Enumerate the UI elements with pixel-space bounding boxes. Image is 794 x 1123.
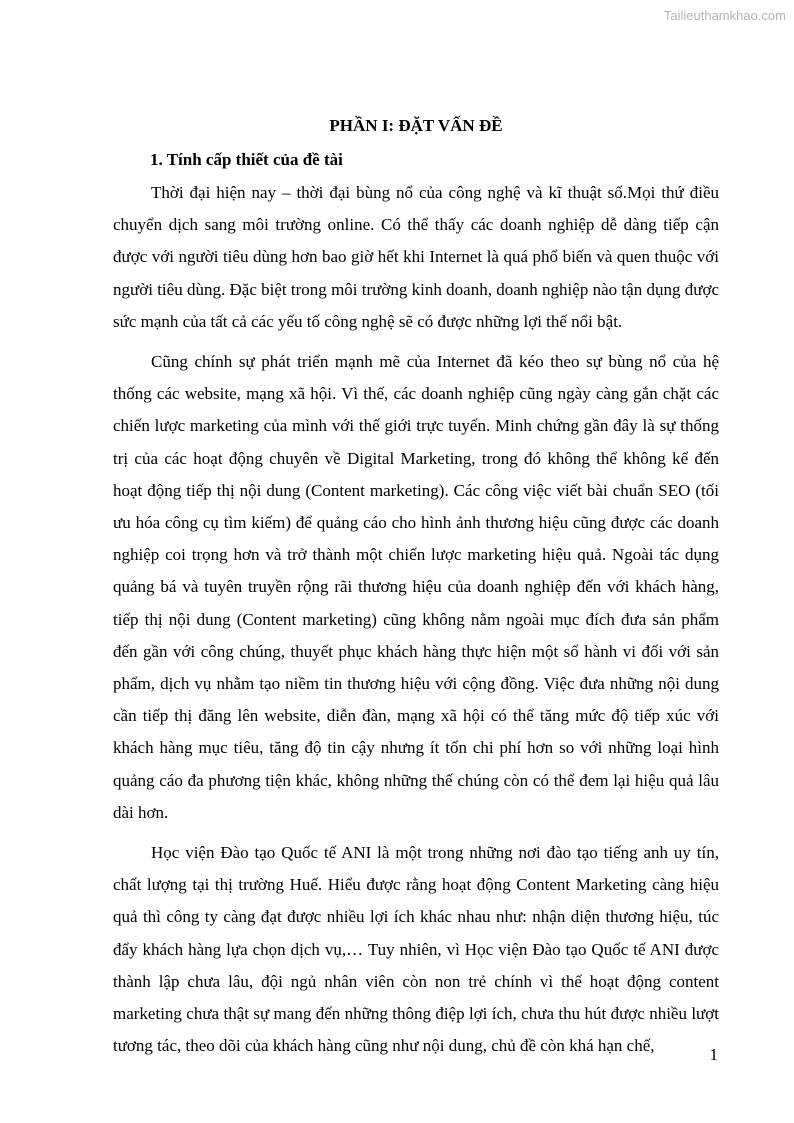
paragraph: Thời đại hiện nay – thời đại bùng nổ của công nghệ và kĩ thuật số.Mọi thứ điều chuyển dịch sang môi trường online. Có thể thấy các doanh nghiệp dễ dàng tiếp cận được với người tiêu dùng hơn bao giờ hết khi Internet là quá phổ biến và quen thuộc với người tiêu dùng. Đặc biệt trong môi trường kinh doanh, doanh nghiệp nào tận dụng được sức mạnh của tất cả các yếu tố công nghệ sẽ có được những lợi thế nổi bật. <box>113 183 719 331</box>
part-heading: PHẦN I: ĐẶT VẤN ĐỀ <box>329 116 503 135</box>
paragraph: Học viện Đào tạo Quốc tế ANI là một trong những nơi đào tạo tiếng anh uy tín, chất lượng tại thị trường Huế. Hiểu được rằng hoạt động Content Marketing càng hiệu quả thì công ty càng đạt được nhiều lợi ích khác nhau như: nhận diện thương hiệu, túc đẩy khách hàng lựa chọn dịch vụ,… Tuy nhiên, vì Học viện Đào tạo Quốc tế ANI được thành lập chưa lâu, đội ngủ nhân viên còn non trẻ chính vì thế hoạt động content marketing chưa thật sự mang đến những thông điệp lợi ích, chưa thu hút được nhiều lượt tương tác, theo dõi của khách hàng cũng như nội dung, chủ đề còn khá hạn chế, <box>113 843 719 1056</box>
paragraph: Cũng chính sự phát triển mạnh mẽ của Internet đã kéo theo sự bùng nổ của hệ thống các website, mạng xã hội. Vì thế, các doanh nghiệp cũng ngày càng gắn chặt các chiến lược marketing của mình với thế giới trực tuyến. Minh chứng gần đây là sự thống trị của các hoạt động chuyên về Digital Marketing, trong đó không thể không kể đến hoạt động tiếp thị nội dung (Content marketing). Các công việc viết bài chuẩn SEO (tối ưu hóa công cụ tìm kiếm) để quảng cáo cho hình ảnh thương hiệu cũng được các doanh nghiệp coi trọng hơn và trở thành một chiến lược marketing hiệu quả. Ngoài tác dụng quảng bá và tuyên truyền rộng rãi thương hiệu của doanh nghiệp đến với khách hàng, tiếp thị nội dung (Content marketing) cũng không nằm ngoài mục đích đưa sản phẩm đến gần với công chúng, thuyết phục khách hàng thực hiện một số hành vi đối với sản phẩm, dịch vụ nhằm tạo niềm tin thương hiệu với cộng đồng. Việc đưa những nội dung cần tiếp thị đăng lên website, diễn đàn, mạng xã hội có thể tăng mức độ tiếp xúc với khách hàng mục tiêu, tăng độ tin cậy nhưng ít tốn chi phí hơn so với những loại hình quảng cáo đa phương tiện khác, không những thế chúng còn có thể đem lại hiệu quả lâu dài hơn. <box>113 352 719 822</box>
document-body <box>113 113 719 1070</box>
watermark: Tailieuthamkhao.com <box>663 8 786 23</box>
page-number: 1 <box>709 1045 718 1064</box>
section-title: 1. Tính cấp thiết của đề tài <box>150 150 343 169</box>
